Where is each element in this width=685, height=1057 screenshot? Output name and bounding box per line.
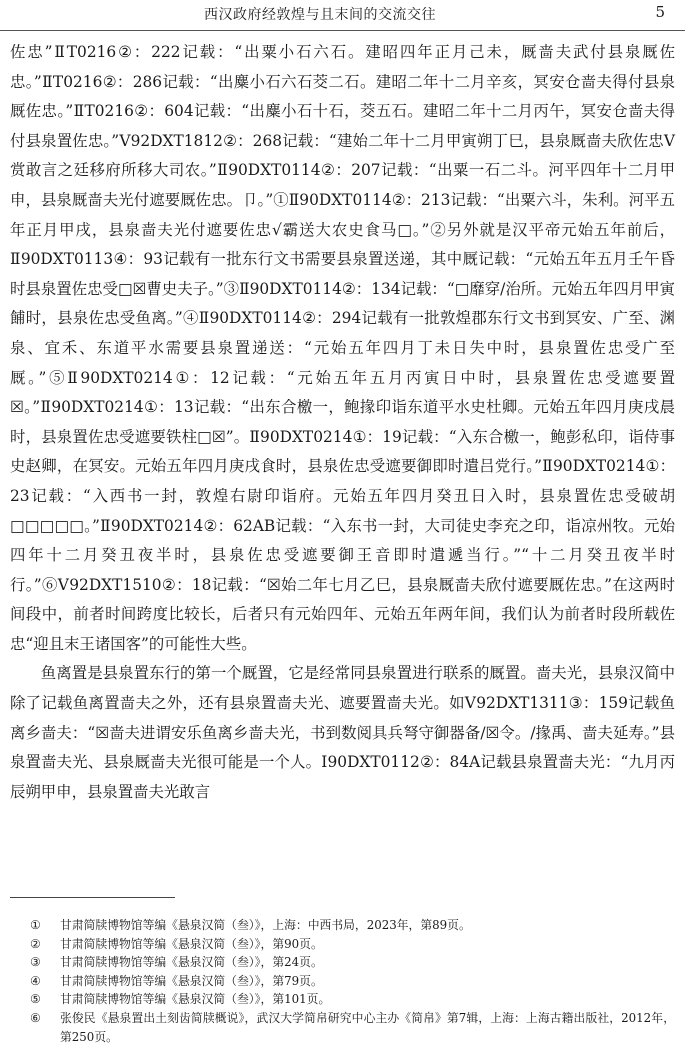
footnote	[30, 953, 675, 972]
body-paragraph: 鱼离置是县泉置东行的第一个厩置，它是经常同县泉置进行联系的厩置。啬夫光，县泉汉简中除了记载鱼离置啬夫之外，还有县泉置啬夫光、遮要置啬夫光。如Ⅴ92DXT1311③：159记载鱼离乡啬夫：“☒啬夫进谓安乐鱼离乡啬夫光，书到数阅具兵弩守御器备/☒令。/掾禹、啬夫延寿。”县泉置啬夫光、县泉厩啬夫光很可能是一个人。Ⅰ90DXT0112②：84A记载县泉置啬夫光：“九月丙辰朔甲申，县泉置啬夫光敢言	[10, 664, 675, 801]
footnote-text: 甘肃简牍博物馆等编《悬泉汉简（叁）》，第101页。	[60, 992, 331, 1007]
footnote	[30, 1009, 675, 1046]
footnote-marker: ⑤	[30, 992, 41, 1007]
footnote-marker: ②	[30, 936, 41, 951]
footnote	[30, 935, 675, 954]
running-header	[0, 0, 685, 31]
body-text	[10, 38, 675, 807]
footnote-text: 甘肃简牍博物馆等编《悬泉汉简（叁）》，第24页。	[60, 955, 323, 970]
page-number: 5	[655, 3, 665, 21]
footnote-marker: ④	[30, 973, 41, 988]
running-title: 西汉政府经敦煌与且末间的交流交往	[204, 7, 436, 23]
footnote-marker: ③	[30, 955, 41, 970]
footnote	[30, 972, 675, 991]
footnote-text: 甘肃简牍博物馆等编《悬泉汉简（叁）》，第90页。	[60, 936, 323, 951]
footnote-text: 甘肃简牍博物馆等编《悬泉汉简（叁）》，上海：中西书局，2023年，第89页。	[60, 918, 471, 932]
footnote-separator	[10, 897, 175, 898]
footnote	[30, 990, 675, 1009]
footnote-text: 张俊民《悬泉置出土刻齿简牍概说》，武汉大学简帛研究中心主办《简帛》第7辑，上海：上海古籍出版社，2012年，第250页。	[60, 1010, 675, 1044]
footnote-marker: ⑥	[30, 1010, 41, 1025]
footnotes	[30, 916, 675, 1046]
footnote-text: 甘肃简牍博物馆等编《悬泉汉简（叁）》，第79页。	[60, 973, 323, 988]
footnote	[30, 916, 675, 935]
body-paragraph-continued: 佐忠”ⅡT0216②：222记载：“出粟小石六石。建昭四年正月己未，厩啬夫武付县泉厩佐忠。”ⅡT0216②：286记载：“出麋小石六石茭二石。建昭二年十二月辛亥，冥安仓啬夫得付县泉厩佐忠。”ⅡT0216②：604记载：“出麋小石十石，茭五石。建昭二年十二月丙午，冥安仓啬夫得付县泉置佐忠。”Ⅴ92DXT1812②：268记载：“建始二年十二月甲寅朔丁巳，县泉厩啬夫欣佐忠Ⅴ赏敢言之廷移府所移大司农。”Ⅱ90DXT0114②：207记载：“出粟一石二斗。河平四年十二月甲申，县泉厩啬夫光付遮要厩佐忠。卩。”①Ⅱ90DXT0114②：213记载：“出粟六斗，朱利。河平五年正月甲戌，县泉啬夫光付遮要佐忠√霸送大农史食马□。”②另外就是汉平帝元始五年前后，Ⅱ90DXT0113④：93记载有一批东行文书需要县泉置送递，其中厩记载：“元始五年五月壬午昏时县泉置佐忠受□☒曹史夫子。”③Ⅱ90DXT0114②：134记载：“□靡穿/治所。元始五年四月甲寅餔时，县泉佐忠受鱼离。”④Ⅱ90DXT0114②：294记载有一批敦煌郡东行文书到冥安、广至、渊泉、宜禾、东道平水需要县泉置递送：“元始五年四月丁未日失中时，县泉置佐忠受广至厩。”⑤Ⅱ90DXT0214①：12记载：“元始五年五月丙寅日中时，县泉置佐忠受遮要置☒。”Ⅱ90DXT0214①：13记载：“出东合檄一，鲍掾印诣东道平水史杜卿。元始五年四月庚戌晨时，县泉置佐忠受遮要铁柱□☒”。Ⅱ90DXT0214①：19记载：“入东合檄一，鲍彭私印，诣侍事史赵卿，在冥安。元始五年四月庚戌食时，县泉佐忠受遮要御即时遣吕党行。”Ⅱ90DXT0214①：23记载：“入西书一封，敦煌右尉印诣府。元始五年四月癸丑日入时，县泉置佐忠受破胡□□□□□。”Ⅱ90DXT0214②：62AB记载：“入东书一封，大司徒史李充之印，诣凉州牧。元始四年十二月癸丑夜半时，县泉佐忠受遮要御王音即时遣遞当行。”“十二月癸丑夜半时行。”⑥Ⅴ92DXT1510②：18记载：“☒始二年七月乙巳，县泉厩啬夫欣付遮要厩佐忠。”在这两时间段中，前者时间跨度比较长，后者只有元始四年、元始五年两年间，我们认为前者时段所载佐忠“迎且末王诸国客”的可能性大些。	[10, 43, 675, 653]
footnote-marker: ①	[30, 918, 41, 932]
